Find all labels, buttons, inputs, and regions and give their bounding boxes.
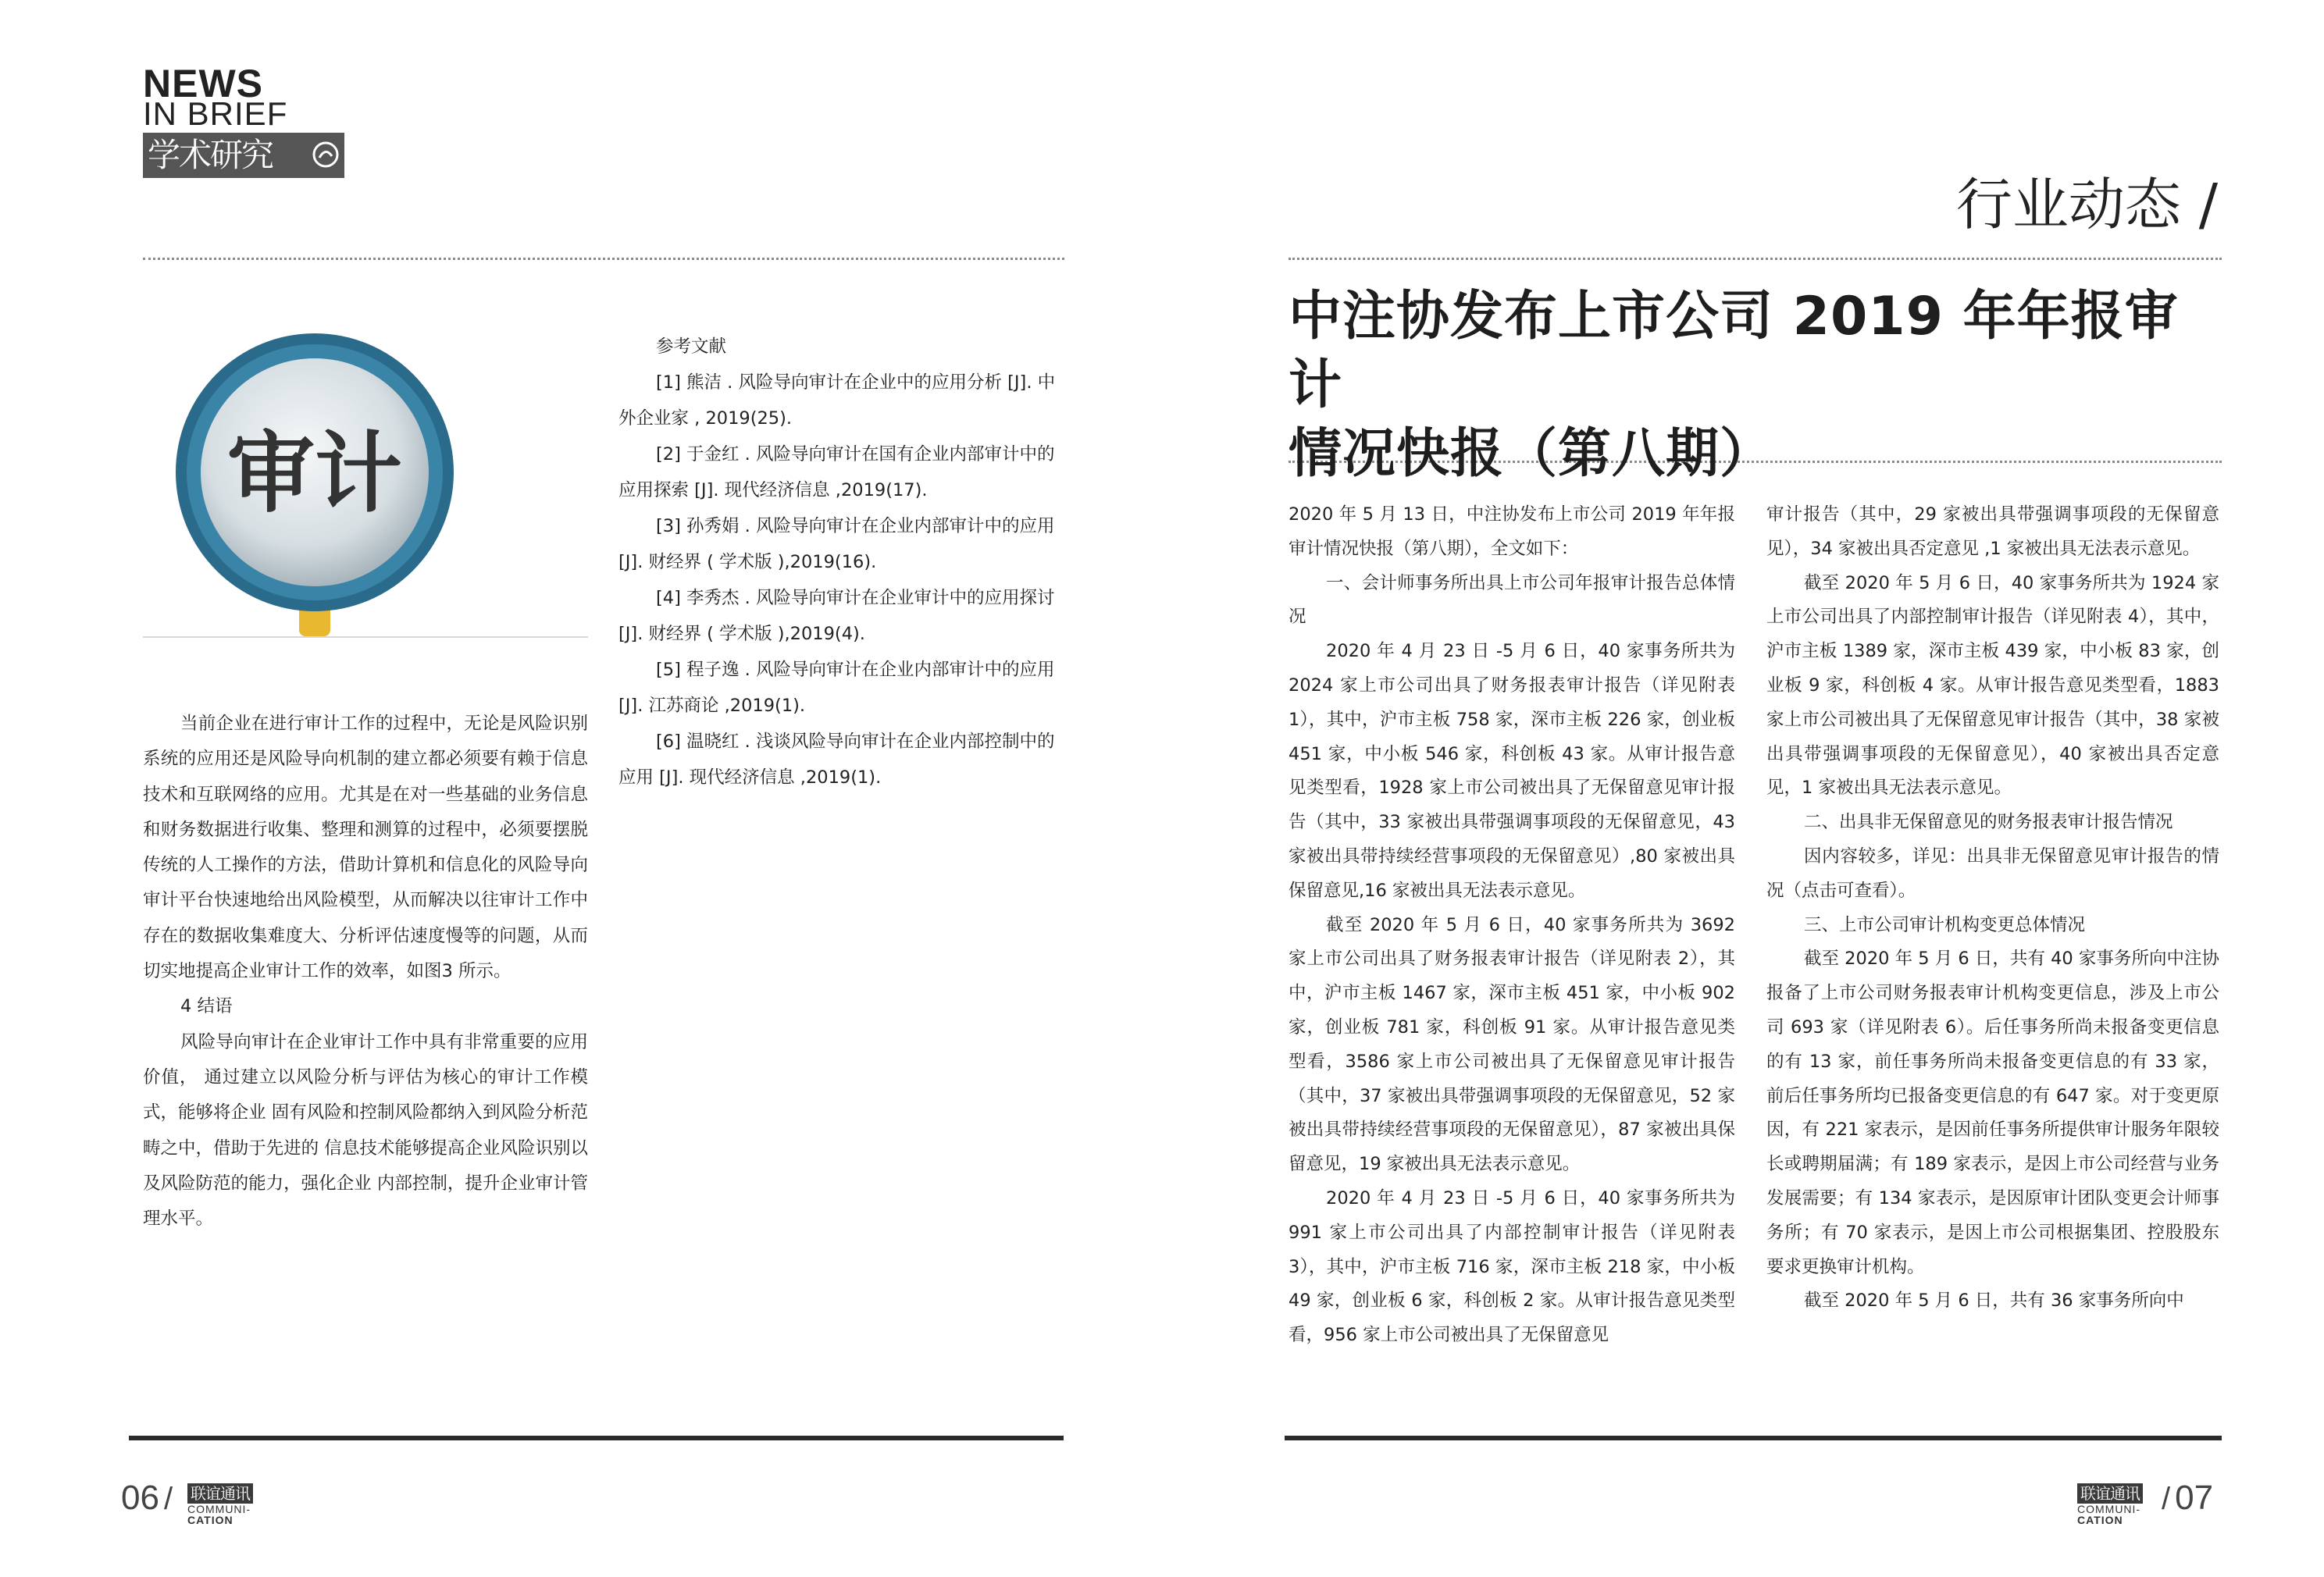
left-footer-rule — [129, 1436, 1064, 1440]
section-title: 行业动态 / — [1955, 172, 2218, 237]
reference-item: [2] 于金红 . 风险导向审计在国有企业内部审计中的应用探索 [J]. 现代经济信息 ,2019(17). — [618, 444, 1055, 500]
article-title-line: 中注协发布上市公司 2019 年年报审计 — [1289, 286, 2179, 416]
column-label — [143, 133, 344, 178]
reference-item: [4] 李秀杰 . 风险导向审计在企业审计中的应用探讨 [J]. 财经界 ( 学术版 ),2019(4). — [618, 588, 1055, 644]
article-paragraph: 因内容较多，详见：出具非无保留意见审计报告的情况（点击可查看）。 — [1766, 845, 2219, 901]
article-paragraph: 截至 2020 年 5 月 6 日，共有 40 家事务所向中注协报备了上市公司财务报表审计机构变更信息，涉及上市公司 693 家（详见附表 6）。后任事务所尚未报备变更信息的有 13 家，前任事务所尚未报备变更信息的有 33 家，前后任事务所均已报备变更信息的有 647 家。对于变更原因，有 221 家表示，是因前任事务所提供审计服务年限较长或聘期届满；有 189 家表示，是因上市公司经营与业务发展需要；有 134 家表示，是因原审计团队变更会计师事务所；有 70 家表示，是因上市公司根据集团、控股股东要求更换审计机构。 — [1766, 949, 2219, 1277]
article-subheading: 一、会计师事务所出具上市公司年报审计报告总体情况 — [1289, 572, 1735, 628]
audit-magnifier-illustration — [143, 324, 588, 639]
article-paragraph: 审计报告（其中，29 家被出具带强调事项段的无保留意见），34 家被出具否定意见 ,1 家被出具无法表示意见。 — [1766, 504, 2219, 559]
logo-en-1: COMMUNI- — [2077, 1503, 2141, 1515]
page-number-right — [2162, 1479, 2213, 1518]
article-paragraph: 2020 年 5 月 13 日，中注协发布上市公司 2019 年年报审计情况快报（第八期），全文如下： — [1289, 504, 1735, 559]
article-paragraph: 截至 2020 年 5 月 6 日，共有 36 家事务所向中 — [1804, 1290, 2184, 1312]
right-column-2 — [1766, 498, 2219, 1319]
logo-left — [187, 1483, 253, 1525]
article-title-line: 情况快报（第八期） — [1289, 423, 1774, 485]
masthead-in-brief: IN BRIEF — [143, 95, 288, 132]
article-subheading: 三、上市公司审计机构变更总体情况 — [1804, 914, 2086, 935]
page-slash: / — [2162, 1482, 2171, 1516]
left-dotted-rule — [143, 258, 1064, 260]
right-column-1 — [1289, 498, 1735, 1353]
references — [618, 329, 1064, 796]
article-subheading: 二、出具非无保留意见的财务报表审计报告情况 — [1804, 812, 2173, 833]
left-body-text — [143, 707, 588, 1237]
article-paragraph: 截至 2020 年 5 月 6 日，40 家事务所共为 3692 家上市公司出具了财务报表审计报告（详见附表 2），其中，沪市主板 1467 家，深市主板 451 家，中小板 902 家，创业板 781 家，科创板 91 家。从审计报告意见类型看，3586 家上市公司被出具了无保留意见审计报告（其中，37 家被出具带强调事项段的无保留意见，52 家被出具带持续经营事项段的无保留意见），87 家被出具保留意见，19 家被出具无法表示意见。 — [1289, 914, 1735, 1175]
page-number: 06 — [121, 1479, 159, 1517]
article-paragraph: 2020 年 4 月 23 日 -5 月 6 日，40 家事务所共为 2024 家上市公司出具了财务报表审计报告（详见附表 1），其中，沪市主板 758 家，深市主板 226 家，创业板 451 家，中小板 546 家，科创板 43 家。从审计报告意见类型看，1928 家上市公司被出具了无保留意见审计报告（其中，33 家被出具带强调事项段的无保留意见，43 家被出具带持续经营事项段的无保留意见）,80 家被出具保留意见,16 家被出具无法表示意见。 — [1289, 641, 1735, 901]
reference-item: [1] 熊洁 . 风险导向审计在企业中的应用分析 [J]. 中外企业家 , 2019(25). — [618, 372, 1056, 429]
logo-en-1: COMMUNI- — [187, 1503, 251, 1515]
logo-cn: 联谊通讯 — [187, 1483, 253, 1504]
conclusion-heading: 4 结语 — [180, 996, 233, 1017]
reference-item: [6] 温晓红 . 浅谈风险导向审计在企业内部控制中的应用 [J]. 现代经济信息 ,2019(1). — [618, 732, 1055, 788]
logo-en-2: CATION — [187, 1514, 233, 1526]
column-label-text: 学术研究 — [148, 136, 273, 174]
illustration-base-line — [143, 636, 588, 638]
masthead-news: NEWS — [143, 62, 263, 105]
illustration-label: 审计 — [227, 422, 402, 525]
article-title — [1289, 283, 2226, 489]
right-footer-rule — [1285, 1436, 2222, 1440]
logo-en-2: CATION — [2077, 1514, 2123, 1526]
logo-right — [2077, 1483, 2143, 1525]
page-number: 07 — [2175, 1479, 2214, 1517]
left-paragraph: 当前企业在进行审计工作的过程中，无论是风险识别系统的应用还是风险导向机制的建立都必须要有赖于信息技术和互联网络的应用。尤其是在对一些基础的业务信息和财务数据进行收集、整理和测算的过程中，必须要摆脱传统的人工操作的方法，借助计算机和信息化的风险导向审计平台快速地给出风险模型，从而解决以往审计工作中存在的数据收集难度大、分析评估速度慢等的问题，从而切实地提高企业审计工作的效率，如图3 所示。 — [143, 714, 588, 982]
logo-cn: 联谊通讯 — [2077, 1483, 2143, 1504]
article-paragraph: 截至 2020 年 5 月 6 日，40 家事务所共为 1924 家上市公司出具了内部控制审计报告（详见附表 4），其中，沪市主板 1389 家，深市主板 439 家，中小板 83 家，创业板 9 家，科创板 4 家。从审计报告意见类型看，1883 家上市公司被出具了无保留意见审计报告（其中，38 家被出具带强调事项段的无保留意见），40 家被出具否定意见，1 家被出具无法表示意见。 — [1766, 572, 2219, 799]
references-heading: 参考文献 — [656, 336, 727, 357]
article-paragraph: 2020 年 4 月 23 日 -5 月 6 日，40 家事务所共为 991 家上市公司出具了内部控制审计报告（详见附表 3），其中，沪市主板 716 家，深市主板 218 家，中小板 49 家，创业板 6 家，科创板 2 家。从审计报告意见类型看，956 家上市公司被出具了无保留意见 — [1289, 1187, 1735, 1346]
page-number-left — [121, 1479, 173, 1518]
swirl-icon — [310, 139, 341, 170]
left-paragraph: 风险导向审计在企业审计工作中具有非常重要的应用价值， 通过建立以风险分析与评估为核心的审计工作模式，能够将企业 固有风险和控制风险都纳入到风险分析范畴之中，借助于先进的 信息技术能够提高企业风险识别以及风险防范的能力，强化企业 内部控制，提升企业审计管理水平。 — [143, 1031, 588, 1230]
page-slash: / — [163, 1482, 173, 1516]
reference-item: [3] 孙秀娟 . 风险导向审计在企业内部审计中的应用 [J]. 财经界 ( 学术版 ),2019(16). — [618, 516, 1055, 572]
right-dotted-rule-top — [1289, 258, 2222, 260]
reference-item: [5] 程子逸 . 风险导向审计在企业内部审计中的应用 [J]. 江苏商论 ,2019(1). — [618, 660, 1055, 716]
